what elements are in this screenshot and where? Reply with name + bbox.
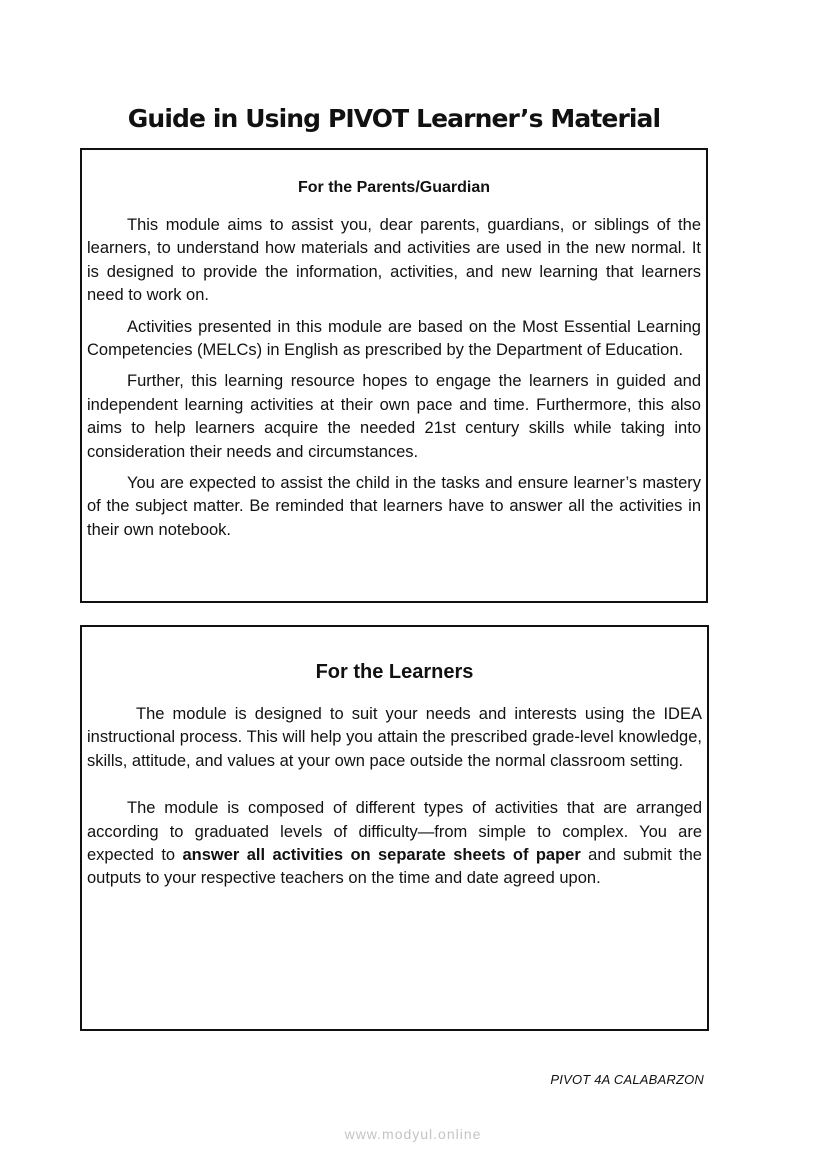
learners-paragraph	[87, 797, 702, 891]
parents-paragraph: Activities presented in this module are based on the Most Essential Learning Competencies (MELCs) in English as prescribed by the Department of Education.	[87, 317, 701, 360]
learners-paragraph-text: The module is composed of different types of activities that are arranged according to graduated levels of difficulty—from simple to complex. You are expected to	[87, 799, 702, 865]
watermark: www.modyul.online	[344, 1126, 482, 1142]
learners-paragraph-text: and submit the outputs to your respective teachers on the time and date agreed upon.	[87, 846, 702, 888]
parents-guardian-box	[80, 148, 708, 603]
parents-paragraph: This module aims to assist you, dear parents, guardians, or siblings of the learners, to understand how materials and activities are used in the new normal. It is designed to provide the information, activities, and new learning that learners need to work on.	[87, 216, 701, 305]
parents-paragraph: You are expected to assist the child in the tasks and ensure learner’s mastery of the subject matter. Be reminded that learners have to answer all the activities in their own notebook.	[87, 474, 701, 539]
learners-box	[80, 625, 709, 1031]
learners-paragraph-emphasis: answer all activities on separate sheets of paper	[182, 846, 581, 865]
parents-heading: For the Parents/Guardian	[297, 179, 491, 196]
page-title: Guide in Using PIVOT Learner’s Material	[127, 104, 661, 133]
footer-label: PIVOT 4A CALABARZON	[550, 1072, 704, 1087]
learners-heading: For the Learners	[315, 661, 474, 683]
parents-paragraph: Further, this learning resource hopes to engage the learners in guided and independent learning activities at their own pace and time. Furthermore, this also aims to help learners acquire the needed 21st century skills while taking into consideration their needs and circumstances.	[87, 372, 701, 461]
learners-paragraph: The module is designed to suit your needs and interests using the IDEA instructional process. This will help you attain the prescribed grade-level knowledge, skills, attitude, and values at your own pace outside the normal classroom setting.	[87, 705, 702, 770]
